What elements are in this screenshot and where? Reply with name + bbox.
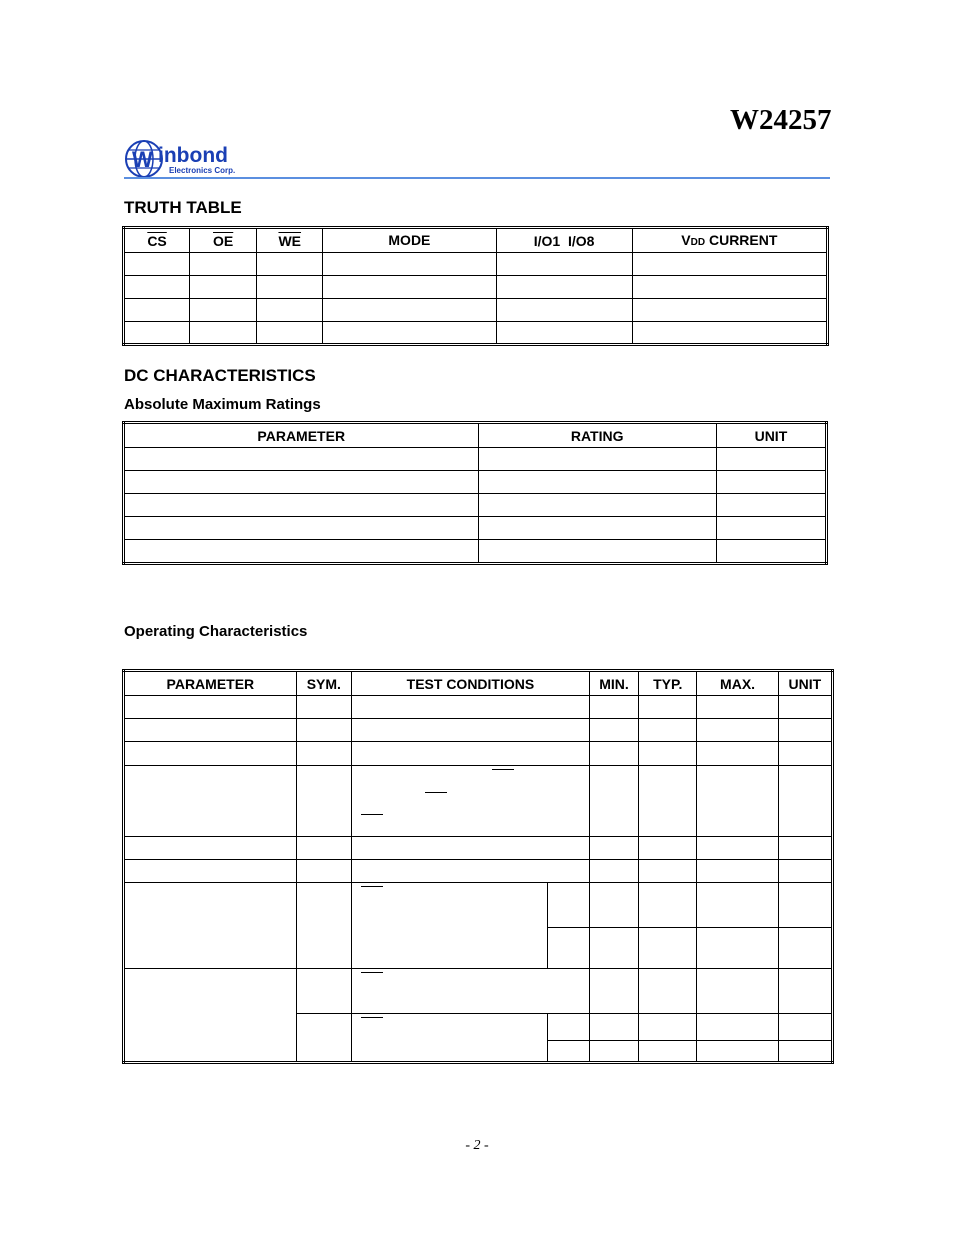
overline-mark xyxy=(361,972,383,973)
col-unit: UNIT xyxy=(716,423,826,448)
col-test-conditions: TEST CONDITIONS xyxy=(351,671,589,696)
table-row xyxy=(124,719,833,742)
col-mode: MODE xyxy=(323,228,496,253)
abs-max-table xyxy=(122,421,828,565)
header-rule xyxy=(124,177,830,179)
table-row xyxy=(124,837,833,860)
overline-mark xyxy=(425,792,447,793)
table-row xyxy=(124,540,827,564)
table-row xyxy=(124,766,833,837)
logo-subtitle: Electronics Corp. xyxy=(169,166,236,175)
svg-text:W: W xyxy=(132,147,153,172)
col-oe: $\overline{OE}$ xyxy=(190,228,257,253)
overline-mark xyxy=(361,1017,383,1018)
truth-table-title: TRUTH TABLE xyxy=(124,198,242,217)
overline-mark xyxy=(361,886,383,887)
col-we: $\overline{WE}$ xyxy=(257,228,323,253)
table-row xyxy=(124,471,827,494)
table-row xyxy=(124,696,833,719)
col-max: MAX. xyxy=(697,671,778,696)
col-parameter: PARAMETER xyxy=(124,671,297,696)
col-rating: RATING xyxy=(478,423,716,448)
abs-max-title: Absolute Maximum Ratings xyxy=(124,396,321,413)
col-cs: $\overline{CS}$ xyxy=(124,228,190,253)
col-min: MIN. xyxy=(589,671,638,696)
truth-table-header-row xyxy=(124,228,828,253)
overline-mark xyxy=(361,814,383,815)
operating-table xyxy=(122,669,834,1064)
operating-title: Operating Characteristics xyxy=(124,623,308,640)
col-parameter: PARAMETER xyxy=(124,423,479,448)
table-row xyxy=(124,883,833,928)
table-row xyxy=(124,253,828,276)
col-symbol: SYM. xyxy=(296,671,351,696)
dc-characteristics-title: DC CHARACTERISTICS xyxy=(124,366,316,385)
table-row xyxy=(124,860,833,883)
table-row xyxy=(124,517,827,540)
part-number: W24257 xyxy=(730,104,832,136)
truth-table xyxy=(122,226,829,346)
table-row xyxy=(124,969,833,1014)
table-row xyxy=(124,494,827,517)
operating-header-row xyxy=(124,671,833,696)
col-unit: UNIT xyxy=(778,671,832,696)
table-row xyxy=(124,322,828,345)
col-vdd-current: VDD CURRENT xyxy=(632,228,827,253)
table-row xyxy=(124,448,827,471)
col-typ: TYP. xyxy=(639,671,697,696)
table-row xyxy=(124,742,833,766)
page-number: - 2 - xyxy=(465,1138,489,1153)
col-io: I/O1 I/O8 xyxy=(496,228,632,253)
winbond-logo xyxy=(124,138,264,180)
table-row xyxy=(124,299,828,322)
overline-mark xyxy=(492,769,514,770)
abs-max-header-row xyxy=(124,423,827,448)
table-row xyxy=(124,276,828,299)
logo-wordmark: inbond xyxy=(158,144,228,167)
